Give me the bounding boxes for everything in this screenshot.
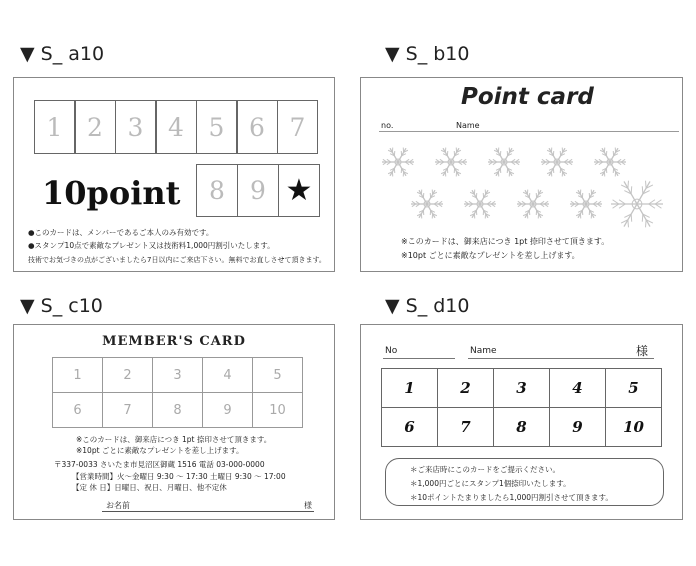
stamp-cell bbox=[549, 368, 606, 408]
card-b-note-1: ※このカードは、御来店につき 1pt 捺印させて頂きます。 bbox=[401, 237, 610, 246]
card-b-note-2: ※10pt ごとに素敵なプレゼントを差し上げます。 bbox=[401, 251, 580, 260]
stamp-cell-number: 3 bbox=[173, 367, 182, 383]
card-c-name-label: お名前 bbox=[106, 501, 130, 510]
stamp-cell bbox=[381, 368, 438, 408]
stamp-cell bbox=[152, 392, 203, 428]
stamp-cell-number: 6 bbox=[249, 112, 265, 142]
snowflake-icon bbox=[487, 145, 521, 179]
card-d-name-label: Name bbox=[470, 346, 497, 356]
stamp-cell bbox=[156, 100, 197, 154]
stamp-cell bbox=[75, 100, 116, 154]
star-cell-number: ★ bbox=[285, 173, 313, 208]
name-line bbox=[379, 131, 679, 132]
stamp-cell bbox=[34, 100, 75, 154]
section-label-c: ▼ S_ c10 bbox=[20, 295, 103, 317]
snowflake-icon bbox=[463, 187, 497, 221]
card-d-no-label: No bbox=[385, 346, 398, 356]
card-a-title: 10point bbox=[42, 174, 181, 212]
stamp-cell bbox=[493, 368, 550, 408]
snowflake-icon bbox=[410, 187, 444, 221]
stamp-cell-number: 6 bbox=[404, 418, 415, 436]
card-b-title: Point card bbox=[461, 84, 594, 110]
stamp-cell-number: 9 bbox=[572, 418, 583, 436]
shop-closed: 【定 休 日】日曜日、祝日、月曜日、他不定休 bbox=[72, 483, 227, 492]
snowflake-icon bbox=[381, 145, 415, 179]
stamp-cell bbox=[237, 100, 278, 154]
stamp-cell bbox=[381, 407, 438, 447]
stamp-cell-number: 1 bbox=[46, 112, 63, 142]
stamp-cell bbox=[102, 392, 153, 428]
section-label-a: ▼ S_ a10 bbox=[20, 43, 105, 65]
stamp-cell-number: 4 bbox=[572, 379, 583, 397]
stamp-cell-number: 2 bbox=[460, 379, 471, 397]
stamp-cell bbox=[115, 100, 156, 154]
section-label-d: ▼ S_ d10 bbox=[385, 295, 470, 317]
stamp-cell bbox=[252, 357, 303, 393]
stamp-cell-number: 2 bbox=[87, 112, 103, 142]
stamp-cell-number: 6 bbox=[73, 402, 82, 418]
stamp-cell bbox=[493, 407, 550, 447]
name-label: Name bbox=[456, 121, 480, 130]
card-a-note-2: ●スタンプ10点で素敵なプレゼント又は技術料1,000円割引いたします。 bbox=[28, 241, 275, 250]
stamp-cell-number: 3 bbox=[516, 379, 527, 397]
stamp-cell-number: 1 bbox=[404, 379, 415, 397]
stamp-cell-number: 2 bbox=[123, 367, 132, 383]
card-d-no-line bbox=[383, 358, 455, 359]
card-b bbox=[360, 77, 683, 272]
stamp-cell-number: 10 bbox=[269, 402, 286, 418]
snowflake-icon bbox=[434, 145, 468, 179]
card-c-name-line bbox=[102, 511, 314, 512]
stamp-cell-number: 9 bbox=[250, 176, 266, 205]
stamp-cell-number: 8 bbox=[173, 402, 182, 418]
stamp-cell bbox=[605, 407, 662, 447]
stamp-cell bbox=[196, 100, 237, 154]
card-c bbox=[13, 324, 335, 520]
stamp-cell bbox=[202, 357, 253, 393]
stamp-cell-number: 10 bbox=[623, 418, 644, 436]
stamp-cell-number: 5 bbox=[273, 367, 282, 383]
no-label: no. bbox=[381, 121, 394, 130]
stamp-cell-number: 3 bbox=[127, 112, 144, 142]
stamp-cell bbox=[196, 164, 238, 217]
card-d-note-1: ＊ご来店時にこのカードをご提示ください。 bbox=[410, 465, 560, 474]
stamp-cell-number: 4 bbox=[168, 112, 184, 142]
snowflake-icon bbox=[516, 187, 550, 221]
snowflake-icon bbox=[540, 145, 574, 179]
stamp-cell-number: 5 bbox=[628, 379, 639, 397]
card-a-note-1: ●このカードは、メンバーであるご本人のみ有効です。 bbox=[28, 228, 214, 237]
snowflake-icon bbox=[569, 187, 603, 221]
card-c-sama: 様 bbox=[304, 501, 312, 510]
snowflake-icon bbox=[593, 145, 627, 179]
card-d-sama: 様 bbox=[636, 344, 649, 358]
stamp-cell-number: 5 bbox=[208, 112, 225, 142]
stamp-cell-number: 9 bbox=[223, 402, 232, 418]
stamp-cell-number: 7 bbox=[289, 112, 306, 142]
card-a-note-3: 技術でお気づきの点がございましたら7日以内にご来店下さい。無料でお直しさせて頂きます。 bbox=[28, 256, 326, 264]
stamp-cell bbox=[152, 357, 203, 393]
stamp-cell-number: 7 bbox=[460, 418, 471, 436]
card-c-note-1: ※このカードは、御来店につき 1pt 捺印させて頂きます。 bbox=[76, 435, 272, 444]
card-d bbox=[360, 324, 683, 520]
stamp-cell bbox=[277, 100, 318, 154]
card-d-note-2: ＊1,000円ごとにスタンプ1個捺印いたします。 bbox=[410, 479, 571, 488]
card-c-title: MEMBER'S CARD bbox=[102, 334, 246, 349]
stamp-cell-number: 1 bbox=[73, 367, 82, 383]
star-cell bbox=[278, 164, 320, 217]
stamp-cell-number: 8 bbox=[209, 176, 225, 205]
stamp-cell bbox=[252, 392, 303, 428]
stamp-cell-number: 7 bbox=[123, 402, 132, 418]
stamp-cell bbox=[102, 357, 153, 393]
section-label-b: ▼ S_ b10 bbox=[385, 43, 470, 65]
stamp-cell bbox=[549, 407, 606, 447]
stamp-cell bbox=[437, 407, 494, 447]
shop-address: 〒337-0033 さいたま市見沼区御蔵 1516 電話 03-000-0000 bbox=[54, 460, 265, 469]
stamp-cell-number: 4 bbox=[223, 367, 232, 383]
card-d-name-line bbox=[468, 358, 654, 359]
stamp-cell bbox=[237, 164, 279, 217]
stamp-cell bbox=[437, 368, 494, 408]
stamp-cell bbox=[202, 392, 253, 428]
stamp-cell bbox=[52, 392, 103, 428]
stamp-cell bbox=[52, 357, 103, 393]
snowflake-icon bbox=[610, 177, 664, 231]
card-c-note-2: ※10pt ごとに素敵なプレゼントを差し上げます。 bbox=[76, 446, 244, 455]
card-d-note-3: ＊10ポイントたまりましたら1,000円割引させて頂きます。 bbox=[410, 493, 613, 502]
stamp-cell bbox=[605, 368, 662, 408]
shop-hours: 【営業時間】火～金曜日 9:30 ～ 17:30 土曜日 9:30 ～ 17:00 bbox=[72, 472, 286, 481]
notes-box bbox=[385, 458, 664, 506]
card-a bbox=[13, 77, 335, 272]
stamp-cell-number: 8 bbox=[516, 418, 527, 436]
